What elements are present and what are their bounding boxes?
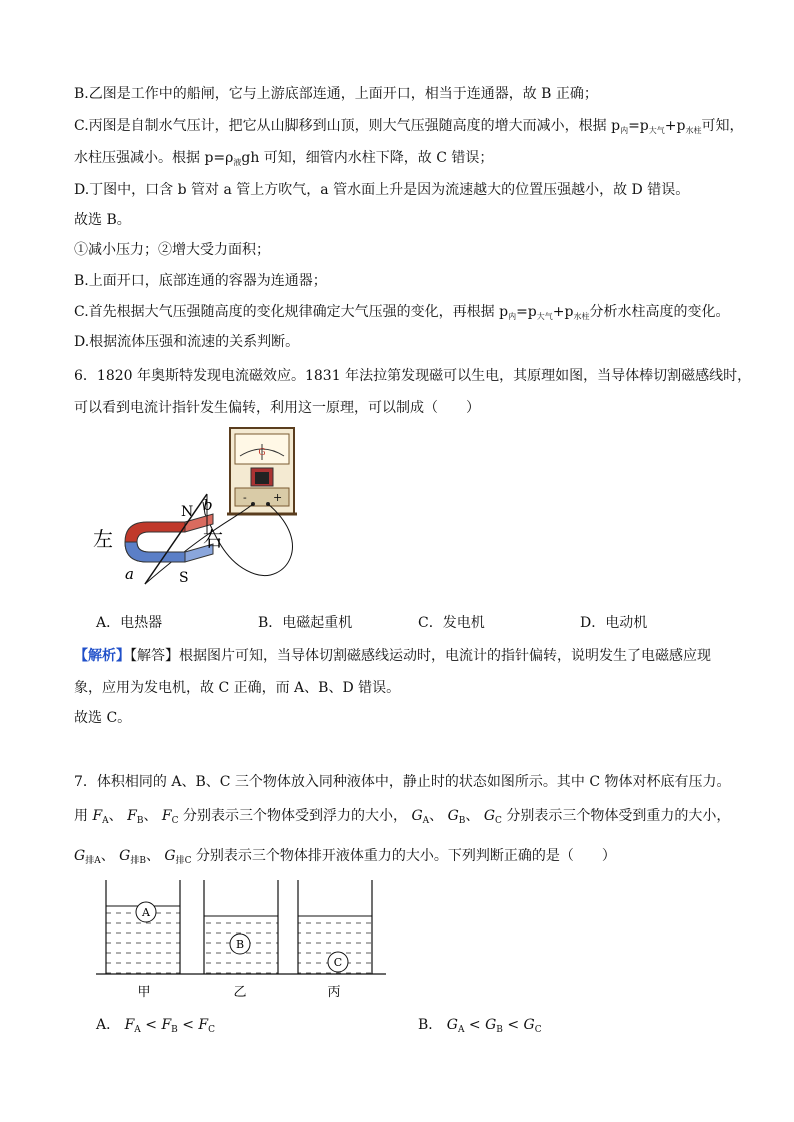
q6-analysis-2: 象，应用为发电机，故 C 正确，而 A、B、D 错误。: [74, 680, 401, 696]
question-7-stem-2: 用 $F_A$、 $F_B$、 $F_C$ 分别表示三个物体受到浮力的大小， $G_A$、 $G_B$、 $G_C$ 分别表示三个物体受到重力的大小，: [74, 808, 731, 826]
text-line: 水柱压强减小。根据 $p=\rho_液gh$ 可知，细管内水柱下降，故 C 错误；: [74, 150, 494, 167]
q7-option-b[interactable]: B． $G_A < G_B < G_C$: [418, 1017, 542, 1035]
question-6-stem: 6．1820 年奥斯特发现电流磁效应。1831 年法拉第发现磁可以生电，其原理如图，当导体棒切割磁感线时，: [74, 368, 752, 384]
text-line: ①减小压力；②增大受力面积；: [74, 242, 270, 258]
text-line: 故选 B。: [74, 212, 131, 228]
ball-c: C: [333, 956, 343, 969]
question-7-stem-3: $G_{排A}$、 $G_{排B}$、 $G_{排C}$ 分别表示三个物体排开液体重力的大小。下列判断正确的是（ ）: [74, 848, 616, 866]
horseshoe-magnet: [125, 514, 213, 562]
label-yi: 乙: [233, 985, 247, 1000]
q7-option-a[interactable]: A． $F_A < F_B < F_C$: [96, 1017, 216, 1035]
q6-option-c[interactable]: C．发电机: [418, 615, 485, 631]
text-line: C.首先根据大气压强随高度的变化规律确定大气压强的变化，再根据 $p_内=p_{大气}+p_{水柱}$分析水柱高度的变化。: [74, 304, 730, 321]
beaker-yi: [204, 880, 278, 974]
question-6-stem-cont: 可以看到电流计指针发生偏转，利用这一原理，可以制成（ ）: [74, 400, 480, 416]
label-jia: 甲: [137, 985, 151, 1000]
q6-analysis-1: 【解析】【解答】根据图片可知，当导体切割磁感线运动时，电流计的指针偏转，说明发生了电磁感应现: [74, 648, 711, 664]
meter-g-label: G: [258, 448, 266, 458]
text-line: B.乙图是工作中的船闸，它与上游底部连通，上面开口，相当于连通器，故 B 正确；: [74, 86, 598, 102]
beaker-bing: [298, 880, 372, 974]
label-right: 右: [203, 527, 223, 551]
beaker-jia: [106, 880, 180, 974]
text-line: C.丙图是自制水气压计，把它从山脚移到山顶，则大气压强随高度的增大而减小，根据 $p_内=p_{大气}+p_{水柱}$可知，: [74, 118, 744, 135]
label-left: 左: [93, 527, 113, 551]
electromagnetic-induction-figure: [85, 424, 315, 594]
meter-plus: +: [273, 491, 283, 504]
beakers-figure: [94, 878, 394, 1000]
ball-a: A: [142, 906, 150, 919]
q6-option-a[interactable]: A．电热器: [96, 615, 163, 631]
label-b: b: [203, 496, 213, 514]
q6-option-d[interactable]: D．电动机: [580, 615, 648, 631]
label-north: N: [181, 504, 194, 520]
ball-b: B: [235, 938, 245, 951]
galvanometer: [227, 428, 297, 514]
label-a: a: [125, 565, 134, 583]
meter-minus: -: [243, 491, 247, 504]
q6-option-b[interactable]: B．电磁起重机: [258, 615, 353, 631]
text-line: D.根据流体压强和流速的关系判断。: [74, 334, 300, 350]
label-south: S: [179, 570, 189, 586]
text-line: B.上面开口，底部连通的容器为连通器；: [74, 273, 327, 289]
text-line: D.丁图中，口含 b 管对 a 管上方吹气，a 管水面上升是因为流速越大的位置压强越小，故 D 错误。: [74, 182, 690, 198]
question-7-stem: 7．体积相同的 A、B、C 三个物体放入同种液体中，静止时的状态如图所示。其中 C 物体对杯底有压力。: [74, 774, 731, 790]
label-bing: 丙: [327, 985, 341, 1000]
q6-answer: 故选 C。: [74, 710, 132, 726]
